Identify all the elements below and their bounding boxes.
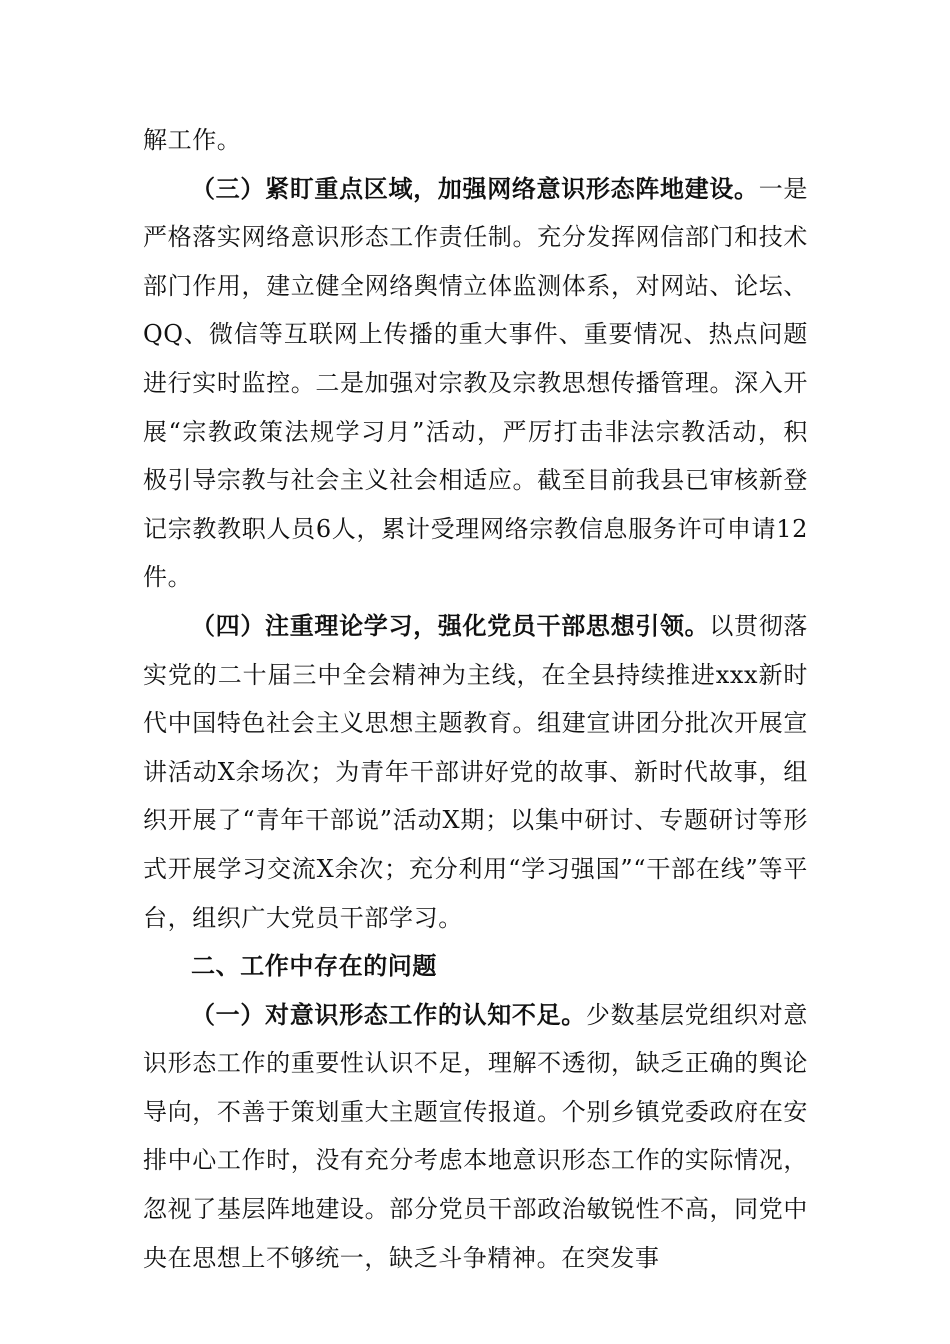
paragraph-lead: （四）注重理论学习，强化党员干部思想引领。	[191, 611, 710, 640]
paragraph-lead: （三）紧盯重点区域，加强网络意识形态阵地建设。	[191, 174, 759, 203]
document-body	[143, 116, 808, 1282]
paragraph-text: 一是严格落实网络意识形态工作责任制。充分发挥网信部门和技术部门作用，建立健全网络舆情立体监测体系，对网站、论坛、QQ、微信等互联网上传播的重大事件、重要情况、热点问题进行实时监控。二是加强对宗教及宗教思想传播管理。深入开展“宗教政策法规学习月”活动，严厉打击非法宗教活动，积极引导宗教与社会主义社会相适应。截至目前我县已审核新登记宗教教职人员6人，累计受理网络宗教信息服务许可申请12件。	[143, 174, 808, 592]
paragraph-text: 以贯彻落实党的二十届三中全会精神为主线，在全县持续推进xxx新时代中国特色社会主义思想主题教育。组建宣讲团分批次开展宣讲活动X余场次；为青年干部讲好党的故事、新时代故事，组织开展了“青年干部说”活动X期；以集中研讨、专题研讨等形式开展学习交流X余次；充分利用“学习强国”“干部在线”等平台，组织广大党员干部学习。	[143, 611, 808, 932]
paragraph-text: 解工作。	[143, 126, 242, 154]
heading-text: 二、工作中存在的问题	[191, 952, 437, 981]
paragraph-section-3	[143, 165, 808, 602]
paragraph-text: 少数基层党组织对意识形态工作的重要性认识不足，理解不透彻，缺乏正确的舆论导向，不善于策划重大主题宣传报道。个别乡镇党委政府在安排中心工作时，没有充分考虑本地意识形态工作的实际情况，忽视了基层阵地建设。部分党员干部政治敏锐性不高，同党中央在思想上不够统一，缺乏斗争精神。在突发事	[143, 1000, 808, 1272]
section-heading	[143, 942, 808, 991]
paragraph-section-4	[143, 602, 808, 942]
paragraph-problem-1	[143, 991, 808, 1283]
paragraph-lead: （一）对意识形态工作的认知不足。	[191, 1000, 586, 1029]
paragraph-continued	[143, 116, 808, 165]
